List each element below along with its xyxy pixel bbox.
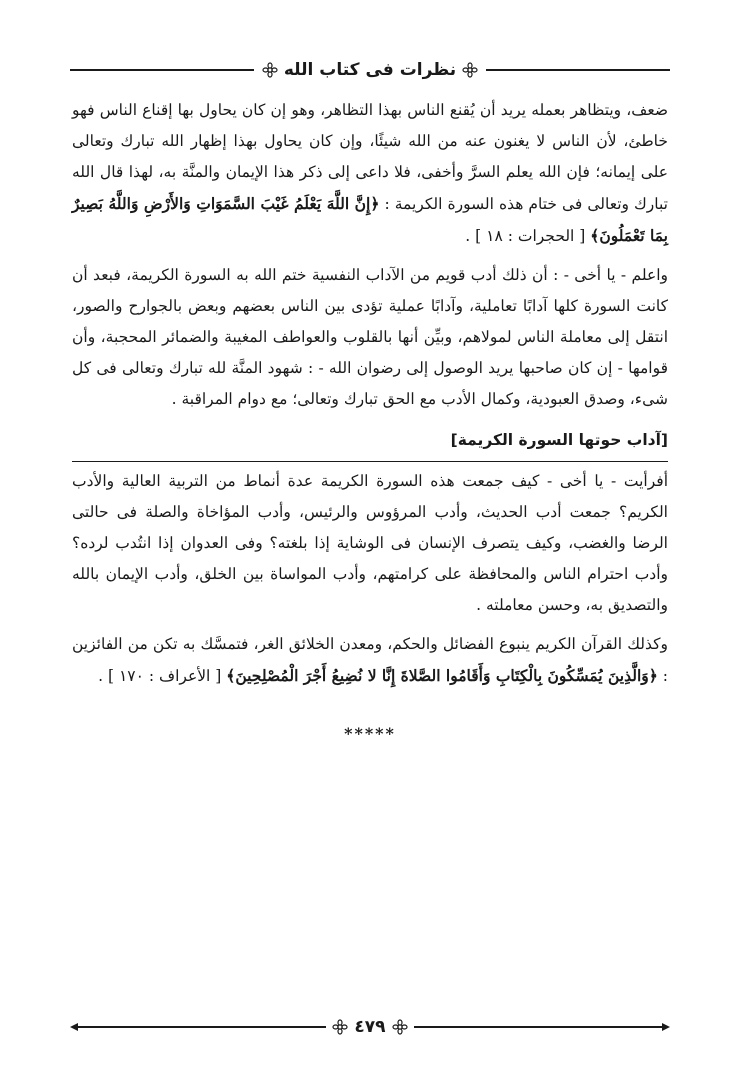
page-body [72, 95, 668, 749]
header-title-wrap [254, 60, 486, 80]
running-title: نظرات فى كتاب الله [283, 60, 457, 80]
section-separator: ***** [344, 724, 396, 743]
flower-ornament-icon [462, 62, 478, 78]
quran-verse: ﴿إِنَّ اللَّهَ يَعْلَمُ غَيْبَ السَّمَوَاتِ وَالأَرْضِ وَاللَّهُ بَصِيرٌ بِمَا تَعْمَلُونَ﴾ [72, 194, 668, 245]
paragraph-1 [72, 95, 668, 252]
paragraph-text: وكذلك القرآن الكريم ينبوع الفضائل والحكم، ومعدن الخلائق الغر، فتمسَّك به تكن من الفائزين : [72, 635, 668, 685]
footer-arrow-icon [662, 1023, 670, 1031]
header-rule-right [486, 69, 670, 71]
footer-arrow-icon [70, 1023, 78, 1031]
page-number-wrap [326, 1017, 413, 1037]
paragraph-2: واعلم - يا أخى - : أن ذلك أدب قويم من الآداب النفسية ختم الله به السورة الكريمة، فبعد أن كانت السورة كلها آدابًا تعاملية، وآدابًا عملية تؤدى بين الناس بعضهم وبعض بالجوارح والصور، انتقل إلى معاملة الناس لمولاهم، وبيِّن أنها بالقلوب والعواطف المغيبة والضمائر المحجبة، وأن قوامها - إن كان صاحبها يريد الوصول إلى رضوان الله - : شهود المنَّة لله تبارك وتعالى فى كل شىء، وصدق العبودية، وكمال الأدب مع الحق تبارك وتعالى؛ مع دوام المراقبة . [72, 266, 668, 408]
flower-ornament-icon [262, 62, 278, 78]
page-header [70, 50, 670, 90]
verse-reference: [ الأعراف : ١٧٠ ] . [98, 667, 227, 685]
paragraph-text: ضعف، ويتظاهر بعمله يريد أن يُقنع الناس بهذا التظاهر، وهو إن كان يحاول بها إقناع الناس فهو خاطئ، لأن الناس لا يغنون عنه من الله شيئًا، وإن كان يحاول بهذا إظهار الله تبارك وتعالى على إيمانه؛ فإن الله يعلم السرَّ وأخفى، فلا داعى إلى ذكر هذا الإيمان والمنَّة به، لهذا قال الله تبارك وتعالى فى ختام هذه السورة الكريمة : [72, 101, 668, 213]
header-rule-left [70, 69, 254, 71]
section-heading: [آداب حوتها السورة الكريمة] [72, 425, 668, 462]
paragraph-4 [72, 629, 668, 692]
footer-rule-right [414, 1026, 662, 1028]
flower-ornament-icon [332, 1019, 348, 1035]
page-number: ٤٧٩ [354, 1017, 386, 1037]
paragraph-3: أفرأيت - يا أخى - كيف جمعت هذه السورة الكريمة عدة أنماط من التربية العالية والأدب الكريم؟ جمعت أدب الحديث، وأدب المرؤوس والرئيس، وأدب المؤاخاة والصلة فى حالتى الرضا والغضب، وكيف يتصرف الإنسان فى الوشاية إذا بلغته؟ وفى العدوان إذا انتُدب لرده؟ وأدب احترام الناس والمحافظة على كرامتهم، وأدب المواساة بين الخلق، وأدب الإيمان بالله والتصديق به، وحسن معاملته . [72, 472, 668, 614]
page-footer [70, 1010, 670, 1044]
quran-verse: ﴿وَالَّذِينَ يُمَسِّكُونَ بِالْكِتَابِ وَأَقَامُوا الصَّلاةَ إِنَّا لا نُضِيعُ أَجْرَ الْمُصْلِحِينَ﴾ [226, 666, 658, 685]
footer-rule-left [78, 1026, 326, 1028]
verse-reference: [ الحجرات : ١٨ ] . [465, 227, 591, 245]
flower-ornament-icon [392, 1019, 408, 1035]
